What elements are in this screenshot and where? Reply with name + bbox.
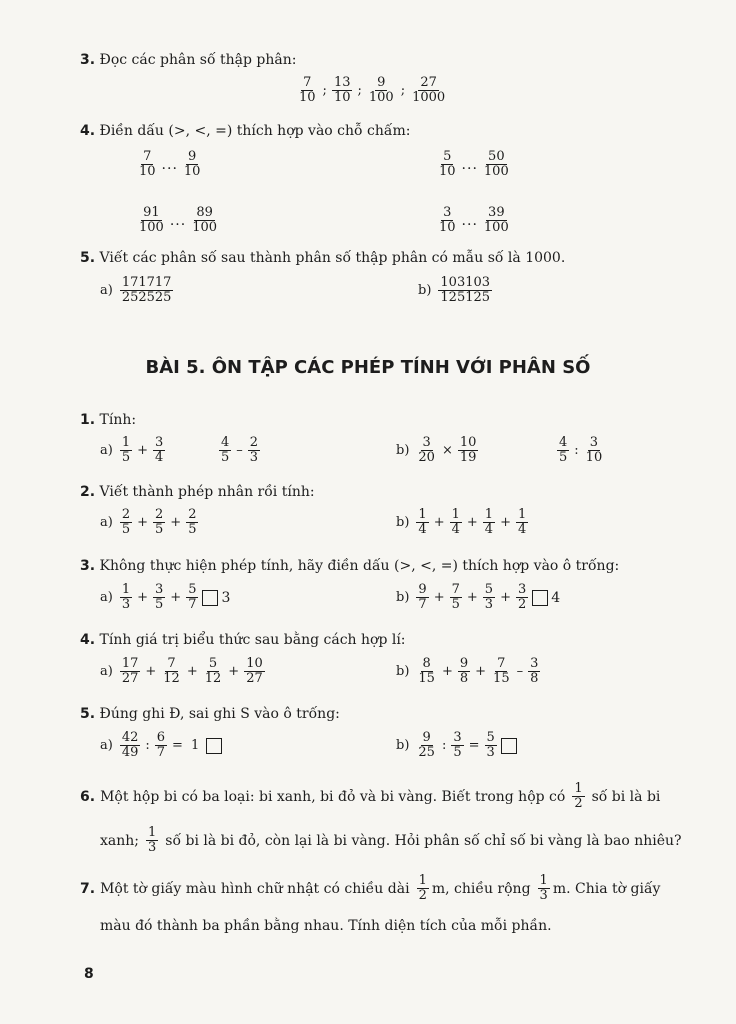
- denominator: 252525: [121, 290, 172, 306]
- numerator: 8: [422, 656, 431, 671]
- e1-expr-3: [415, 436, 479, 466]
- denominator: 3: [249, 450, 259, 466]
- fraction: [120, 276, 174, 306]
- denominator: 5: [559, 450, 568, 466]
- numerator: 103103: [440, 275, 491, 290]
- operator: ;: [357, 83, 362, 99]
- e6-text-2: số bi là bi: [591, 788, 661, 805]
- q5-line: [80, 250, 565, 266]
- numerator: 9: [418, 582, 427, 597]
- fraction: [155, 731, 167, 761]
- e3-line: [80, 558, 619, 574]
- fill-dots[interactable]: ...: [461, 212, 478, 229]
- fraction: [161, 657, 182, 687]
- denominator: 100: [368, 90, 394, 106]
- denominator: 2: [574, 796, 583, 812]
- e3-b-answer-box[interactable]: [532, 590, 548, 606]
- numerator: 9: [377, 75, 386, 90]
- denominator: 3: [484, 597, 494, 613]
- q4-pair-1: [136, 150, 203, 180]
- operator: +: [466, 515, 478, 531]
- e4-a: [100, 657, 266, 687]
- fraction: [186, 508, 198, 538]
- e4-expr-a: [119, 657, 266, 687]
- numerator: 3: [422, 435, 431, 450]
- denominator: 3: [539, 888, 548, 904]
- numerator: 1: [539, 873, 548, 888]
- numerator: 17: [121, 656, 139, 671]
- e5-b-answer-box[interactable]: [501, 738, 517, 754]
- operator: –: [516, 664, 524, 680]
- numerator: 1: [451, 507, 460, 522]
- denominator: 10: [333, 90, 351, 106]
- e7-text-2: màu đó thành ba phần bằng nhau. Tính diện tích của mỗi phần.: [100, 918, 552, 934]
- denominator: 19: [459, 450, 477, 466]
- denominator: 4: [517, 522, 527, 538]
- numerator: 10: [246, 656, 263, 671]
- denominator: 15: [418, 671, 435, 687]
- denominator: 125125: [440, 290, 491, 306]
- e5-b: [396, 731, 520, 761]
- denominator: 100: [139, 220, 164, 236]
- numerator: 7: [451, 582, 460, 597]
- e3-expr-a: [119, 583, 200, 613]
- e5-a: [100, 731, 225, 761]
- denominator: 5: [188, 522, 197, 538]
- q5-b: [418, 276, 493, 306]
- denominator: 15: [493, 671, 510, 687]
- e1-text: Tính:: [99, 412, 137, 428]
- fill-dots[interactable]: ...: [461, 156, 478, 173]
- e1-expr-1: [119, 436, 166, 466]
- q5-b-label: b): [418, 283, 432, 299]
- fraction: [450, 508, 462, 538]
- fraction: [482, 206, 511, 236]
- operator: +: [170, 515, 182, 531]
- operator: +: [145, 664, 157, 680]
- e3-a-answer-box[interactable]: [202, 590, 218, 606]
- e1-a: [100, 436, 166, 466]
- numerator: 5: [443, 149, 452, 164]
- e3-a-rhs: 3: [221, 589, 231, 606]
- fill-dots[interactable]: ...: [169, 212, 187, 229]
- e7-unit-1: m, chiều rộng: [431, 880, 531, 897]
- operator: :: [574, 443, 579, 459]
- operator: =: [172, 738, 183, 754]
- fraction: [120, 731, 141, 761]
- fraction: [458, 436, 479, 466]
- e2-a: [100, 508, 199, 538]
- denominator: 5: [451, 597, 460, 613]
- e1-b-label: b): [396, 443, 410, 459]
- q3-line: [80, 52, 296, 68]
- e1-number: 1.: [80, 412, 96, 428]
- q4-line: [80, 123, 410, 139]
- fraction: [483, 583, 495, 613]
- e6-line-2: [100, 826, 682, 856]
- e5-expr-b: [415, 731, 497, 761]
- numerator: 2: [155, 507, 164, 522]
- denominator: 4: [484, 522, 494, 538]
- fraction: [244, 657, 265, 687]
- numerator: 89: [196, 205, 213, 220]
- e2-number: 2.: [80, 484, 96, 500]
- e2-text: Viết thành phép nhân rồi tính:: [99, 484, 315, 500]
- operator: +: [186, 664, 198, 680]
- denominator: 7: [188, 597, 197, 613]
- e2-b: [396, 508, 529, 538]
- denominator: 10: [439, 220, 456, 236]
- e7-number: 7.: [80, 880, 96, 897]
- numerator: 13: [333, 75, 351, 90]
- denominator: 8: [459, 671, 469, 687]
- operator: ;: [400, 83, 406, 99]
- numerator: 7: [497, 656, 506, 671]
- numerator: 4: [221, 435, 230, 450]
- operator: +: [137, 443, 149, 459]
- denominator: 27: [246, 671, 263, 687]
- numerator: 39: [488, 205, 505, 220]
- fraction: [516, 508, 528, 538]
- fraction: [557, 436, 569, 466]
- numerator: 3: [589, 435, 599, 450]
- operator: +: [433, 515, 445, 531]
- e1-a-label: a): [100, 443, 113, 459]
- numerator: 7: [167, 656, 176, 671]
- fraction: [416, 583, 428, 613]
- fraction: [137, 150, 158, 180]
- q3-text: Đọc các phân số thập phân:: [99, 52, 297, 68]
- operator: ×: [441, 443, 453, 459]
- numerator: 2: [249, 435, 259, 450]
- q5-number: 5.: [80, 250, 96, 266]
- operator: +: [475, 664, 487, 680]
- e5-a-answer-box[interactable]: [206, 738, 222, 754]
- operator: +: [228, 664, 240, 680]
- numerator: 1: [121, 582, 131, 597]
- fraction: [186, 583, 198, 613]
- fraction: [416, 657, 437, 687]
- numerator: 9: [422, 730, 431, 745]
- e1-expr-2: [218, 436, 261, 466]
- fraction: [416, 436, 437, 466]
- q5-a: [100, 276, 174, 306]
- denominator: 5: [221, 450, 230, 466]
- fraction: [458, 657, 470, 687]
- fraction: [417, 874, 429, 904]
- numerator: 5: [486, 730, 495, 745]
- e3-a: [100, 583, 230, 613]
- numerator: 10: [459, 435, 477, 450]
- operator: :: [441, 738, 447, 754]
- numerator: 9: [459, 656, 469, 671]
- e5-b-label: b): [396, 738, 410, 754]
- e3-b-rhs: 4: [551, 589, 561, 606]
- operator: :: [145, 738, 150, 754]
- numerator: 2: [188, 507, 197, 522]
- q4-text: Điền dấu (>, <, =) thích hợp vào chỗ chấm:: [99, 123, 411, 139]
- denominator: 4: [451, 522, 460, 538]
- fraction: [483, 508, 495, 538]
- numerator: 27: [420, 75, 437, 90]
- denominator: 5: [121, 450, 131, 466]
- denominator: 10: [139, 164, 156, 180]
- denominator: 20: [418, 450, 435, 466]
- q3-fractions: [296, 76, 448, 106]
- fraction: [491, 657, 512, 687]
- e2-expr-b: [415, 508, 529, 538]
- e6-number: 6.: [80, 788, 96, 805]
- e2-expr-a: [119, 508, 200, 538]
- fraction: [203, 657, 224, 687]
- denominator: 25: [418, 745, 435, 761]
- e7-fraction-1: [416, 874, 430, 904]
- e7-text-1: Một tờ giấy màu hình chữ nhật có chiều dài: [100, 880, 410, 897]
- fraction: [416, 508, 428, 538]
- e4-text: Tính giá trị biểu thức sau bằng cách hợp lí:: [99, 632, 406, 648]
- e2-b-label: b): [396, 515, 410, 531]
- numerator: 5: [484, 582, 494, 597]
- denominator: 7: [156, 745, 166, 761]
- numerator: 4: [559, 435, 568, 450]
- denominator: 2: [517, 597, 527, 613]
- denominator: 10: [299, 90, 316, 106]
- e6-text-1: Một hộp bi có ba loại: bi xanh, bi đỏ và bi vàng. Biết trong hộp có: [100, 788, 566, 805]
- denominator: 10: [439, 164, 456, 180]
- fraction: [248, 436, 260, 466]
- denominator: 27: [121, 671, 139, 687]
- e2-line: [80, 484, 315, 500]
- e6-fraction-2: [145, 826, 159, 856]
- denominator: 100: [483, 220, 509, 236]
- numerator: 1: [418, 507, 427, 522]
- e3-text: Không thực hiện phép tính, hãy điền dấu (>, <, =) thích hợp vào ô trống:: [99, 558, 620, 574]
- e5-a-label: a): [100, 738, 113, 754]
- operator: +: [500, 515, 511, 531]
- e5-number: 5.: [80, 706, 96, 722]
- denominator: 100: [483, 164, 509, 180]
- fraction: [153, 436, 165, 466]
- numerator: 3: [443, 205, 452, 220]
- numerator: 171717: [121, 275, 172, 290]
- fraction: [584, 436, 605, 466]
- numerator: 1: [517, 507, 527, 522]
- numerator: 3: [530, 656, 539, 671]
- e5-expr-a: [119, 731, 203, 761]
- denominator: 3: [148, 840, 157, 856]
- q5-b-fraction: [437, 276, 493, 306]
- e6-line-1: [80, 782, 660, 812]
- fraction: [146, 826, 158, 856]
- e4-number: 4.: [80, 632, 96, 648]
- denominator: 8: [530, 671, 539, 687]
- q4-number: 4.: [80, 123, 96, 139]
- numerator: 7: [303, 75, 312, 90]
- denominator: 49: [121, 745, 139, 761]
- denominator: 100: [192, 220, 218, 236]
- e5-line: [80, 706, 340, 722]
- e1-b2: [556, 436, 605, 466]
- denominator: 12: [163, 671, 180, 687]
- denominator: 7: [418, 597, 427, 613]
- numerator: 1: [148, 825, 157, 840]
- numerator: 1: [121, 435, 131, 450]
- fraction: [572, 782, 584, 812]
- e7-fraction-2: [537, 874, 551, 904]
- numerator: 3: [155, 435, 164, 450]
- fraction: [120, 508, 132, 538]
- operator: +: [137, 515, 149, 531]
- e6-text-3: xanh;: [100, 832, 139, 849]
- fraction: [485, 731, 497, 761]
- numerator: 9: [188, 149, 197, 164]
- e4-b-label: b): [396, 664, 410, 680]
- denominator: 5: [155, 597, 164, 613]
- fraction: [438, 276, 492, 306]
- e1-expr-4: [556, 436, 605, 466]
- e1-b: [396, 436, 479, 466]
- operator: +: [466, 590, 478, 606]
- numerator: 42: [121, 730, 139, 745]
- numerator: 7: [143, 149, 152, 164]
- denominator: 5: [453, 745, 462, 761]
- numerator: 1: [418, 873, 427, 888]
- denominator: 5: [155, 522, 164, 538]
- e3-b: [396, 583, 560, 613]
- e6-fraction-1: [571, 782, 585, 812]
- fraction: [451, 731, 463, 761]
- fraction: [120, 436, 132, 466]
- numerator: 5: [188, 582, 197, 597]
- numerator: 91: [143, 205, 160, 220]
- fraction: [137, 206, 166, 236]
- fraction: [538, 874, 550, 904]
- q5-text: Viết các phân số sau thành phân số thập phân có mẫu số là 1000.: [99, 250, 566, 266]
- fraction: [450, 583, 462, 613]
- operator: +: [137, 590, 149, 606]
- operator: =: [468, 738, 480, 754]
- fraction: [297, 76, 318, 106]
- numerator: 3: [517, 582, 527, 597]
- e3-expr-b: [415, 583, 529, 613]
- numerator: 50: [488, 149, 505, 164]
- operator: –: [236, 443, 243, 459]
- fraction: [219, 436, 231, 466]
- q5-a-fraction: [119, 276, 175, 306]
- operator: +: [441, 664, 453, 680]
- numerator: 5: [208, 656, 218, 671]
- fraction: [437, 206, 458, 236]
- fill-dots[interactable]: ...: [161, 156, 178, 173]
- e3-a-label: a): [100, 590, 113, 606]
- denominator: 4: [155, 450, 164, 466]
- numerator: 1: [484, 507, 494, 522]
- numerator: 1: [574, 781, 583, 796]
- page-number: 8: [84, 966, 94, 982]
- numerator: 2: [121, 507, 131, 522]
- fraction: [437, 150, 458, 180]
- numerator: 3: [155, 582, 164, 597]
- fraction: [367, 76, 396, 106]
- numerator: 6: [156, 730, 166, 745]
- q4-pair-3: [136, 206, 220, 236]
- q4-pair-2: [436, 150, 512, 180]
- e1-a2: [218, 436, 261, 466]
- e4-line: [80, 632, 406, 648]
- lesson-title: BÀI 5. ÔN TẬP CÁC PHÉP TÍNH VỚI PHÂN SỐ: [145, 357, 591, 378]
- e3-number: 3.: [80, 558, 96, 574]
- fraction: [182, 150, 203, 180]
- q5-a-label: a): [100, 283, 113, 299]
- denominator: 3: [121, 597, 131, 613]
- e7-line-1: [80, 874, 660, 904]
- e1-line: [80, 412, 136, 428]
- q4-pair-4: [436, 206, 512, 236]
- e5-text: Đúng ghi Đ, sai ghi S vào ô trống:: [99, 706, 340, 722]
- e2-a-label: a): [100, 515, 113, 531]
- e4-b: [396, 657, 541, 687]
- fraction: [410, 76, 447, 106]
- fraction: [120, 583, 132, 613]
- e7-unit-2: m. Chia tờ giấy: [552, 880, 661, 897]
- e4-expr-b: [415, 657, 541, 687]
- fraction: [482, 150, 511, 180]
- fraction: [416, 731, 437, 761]
- fraction: [528, 657, 540, 687]
- denominator: 3: [486, 745, 495, 761]
- fraction: [332, 76, 353, 106]
- fraction: [153, 583, 165, 613]
- denominator: 4: [418, 522, 427, 538]
- fraction: [190, 206, 219, 236]
- denominator: 5: [121, 522, 131, 538]
- operator: ;: [322, 83, 327, 99]
- e7-line-2: [100, 918, 552, 934]
- denominator: 10: [183, 164, 201, 180]
- fraction: [120, 657, 141, 687]
- operator: +: [170, 590, 182, 606]
- e3-b-label: b): [396, 590, 410, 606]
- denominator: 12: [204, 671, 222, 687]
- denominator: 1000: [412, 90, 446, 106]
- e4-a-label: a): [100, 664, 113, 680]
- operator: +: [433, 590, 445, 606]
- operator: 1: [190, 738, 200, 754]
- denominator: 10: [585, 450, 603, 466]
- numerator: 3: [453, 730, 462, 745]
- operator: +: [500, 590, 511, 606]
- q3-number: 3.: [80, 52, 96, 68]
- fraction: [516, 583, 528, 613]
- fraction: [153, 508, 165, 538]
- denominator: 2: [418, 888, 427, 904]
- e6-text-4: số bi là bi đỏ, còn lại là bi vàng. Hỏi phân số chỉ số bi vàng là bao nhiêu?: [165, 832, 682, 849]
